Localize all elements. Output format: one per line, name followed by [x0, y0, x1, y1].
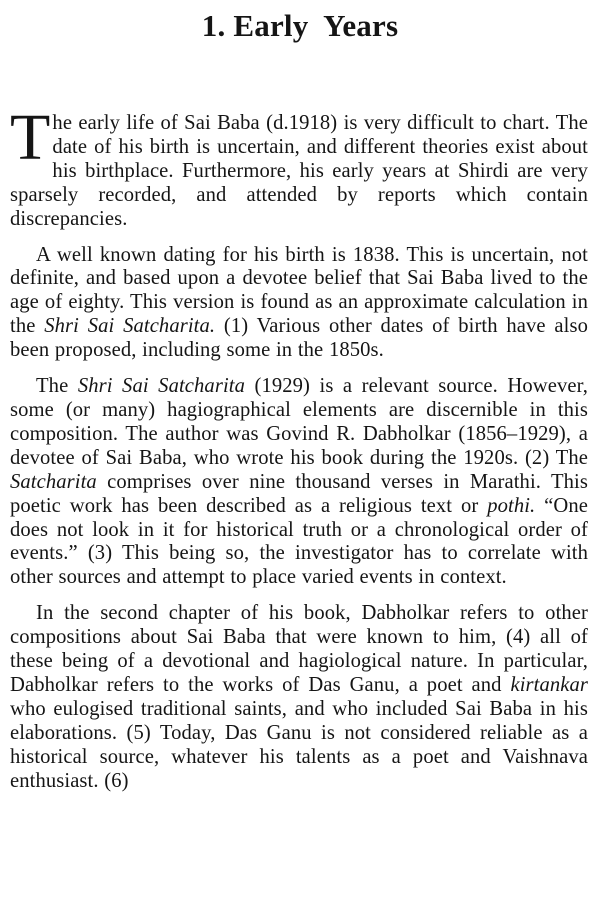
paragraph [10, 101, 588, 232]
term-italic: pothi. [487, 494, 536, 517]
paragraph-text: A well known dating for his birth is 1838. This is uncertain, not definite, and based upon a devotee belief that Sai Baba lived to the age of eighty. This version is found as an approximate calculation in the [10, 243, 588, 338]
book-title-italic: Shri Sai Satcharita. [44, 315, 216, 338]
paragraph [10, 375, 588, 590]
drop-cap: T [10, 101, 51, 174]
chapter-body [10, 101, 588, 793]
paragraph-text: (1) Various other dates of birth have also been proposed, including some in the 1850s. [10, 315, 588, 362]
paragraph [10, 602, 588, 793]
paragraph-text: he early life of Sai Baba (d.1918) is very difficult to chart. The date of his birth is uncertain, and different theories exist about his birthplace. Furthermore, his early years at Shirdi are very sparsely recorded, and attended by reports which contain discrepancies. [10, 112, 588, 230]
chapter-title-text: Early Years [233, 8, 399, 43]
paragraph [10, 244, 588, 364]
paragraph-text: “One does not look in it for historical truth or a chronological order of events.” (3) This being so, the investigator has to correlate with other sources and attempt to place varied events in context. [10, 494, 588, 589]
paragraph-text: who eulogised traditional saints, and who included Sai Baba in his elaborations. (5) Today, Das Ganu is not considered reliable as a historical source, whatever his talents as a poet and Vaishnava enthusiast. (6) [10, 697, 588, 792]
paragraph-text: The [36, 375, 78, 398]
chapter-title [0, 4, 600, 48]
term-italic: kirtankar [510, 673, 588, 696]
paragraph-text: (1929) is a relevant source. However, some (or many) hagiographical elements are discernible in this composition. The author was Govind R. Dabholkar (1856–1929), a devotee of Sai Baba, who wrote his book during the 1920s. (2) The [10, 375, 588, 469]
book-title-italic: Shri Sai Satcharita [77, 375, 245, 398]
chapter-number: 1. [201, 8, 226, 43]
paragraph-text: comprises over nine thousand verses in Marathi. This poetic work has been described as a religious text or [10, 470, 588, 517]
book-title-italic: Satcharita [10, 470, 97, 493]
paragraph-text: In the second chapter of his book, Dabholkar refers to other compositions about Sai Baba that were known to him, (4) all of these being of a devotional and hagiological nature. In particular, Dabholkar refers to the works of Das Ganu, a poet and [10, 602, 588, 696]
